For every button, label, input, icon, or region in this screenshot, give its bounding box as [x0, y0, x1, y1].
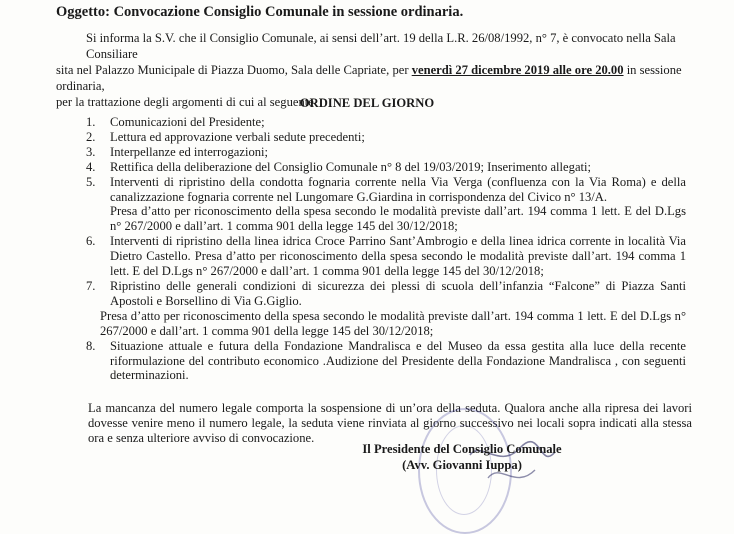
agenda-item [86, 279, 686, 339]
agenda-item-number: 4. [86, 159, 96, 174]
signature-block [352, 442, 572, 473]
signature-name: (Avv. Giovanni Iuppa) [402, 457, 522, 472]
agenda-item-text: Rettifica della deliberazione del Consiglio Comunale n° 8 del 19/03/2019; Inserimento allegati; [110, 159, 592, 174]
agenda-item-number: 6. [86, 234, 96, 249]
agenda-item-number: 2. [86, 129, 96, 144]
agenda-item-text: Presa d’atto per riconoscimento della spesa secondo le modalità previste dall’art. 194 comma 1 lett. E del D.Lgs n° 267/2000 e dall’art. 1 comma 901 della legge 145 del 30/12/2018; [110, 204, 686, 234]
agenda-item-number: 7. [86, 278, 96, 293]
agenda-item-number: 3. [86, 144, 96, 159]
agenda-item [86, 339, 686, 384]
agenda-item [86, 160, 686, 175]
agenda-title: ORDINE DEL GIORNO [299, 96, 435, 110]
agenda-item-text: Interpellanze ed interrogazioni; [110, 144, 269, 159]
agenda-item [86, 130, 686, 145]
intro-line-2 [56, 62, 724, 94]
intro-line-1: Si informa la S.V. che il Consiglio Comunale, ai sensi dell’art. 19 della L.R. 26/08/1992, n° 7, è convocato nella Sala Consiliare [86, 31, 676, 61]
agenda-item-text: Comunicazioni del Presidente; [110, 115, 265, 129]
agenda-list [86, 115, 686, 383]
closing-paragraph: La mancanza del numero legale comporta la sospensione di un’ora della seduta. Qualora anche alla ripresa dei lavori dovesse venire meno il numero legale, la seduta viene rinviata al giorno successivo nei locali sopra indicati alla stessa ora e senza ulteriore avviso di convocazione. [88, 401, 692, 445]
intro-line-3: per la trattazione degli argomenti di cui al seguente [56, 95, 314, 109]
intro-session: in sessione ordinaria, [56, 63, 682, 93]
agenda-item [86, 145, 686, 160]
agenda-item [86, 234, 686, 279]
agenda-item [86, 115, 686, 130]
signature-role: Il Presidente del Consiglio Comunale [362, 442, 562, 456]
meeting-date: venerdì 27 dicembre 2019 alle ore 20.00 [411, 63, 624, 77]
subject-line: Oggetto: Convocazione Consiglio Comunale in sessione ordinaria. [56, 4, 464, 20]
agenda-item-number: 1. [86, 115, 96, 129]
agenda-item-number: 5. [86, 174, 96, 189]
agenda-item-text: Situazione attuale e futura della Fondazione Mandralisca e del Museo da essa gestita alla luce della recente riformulazione del contributo economico .Audizione del Presidente della Fondazione Mandralisca , con seguenti determinazioni. [110, 338, 686, 383]
agenda-item-number: 8. [86, 338, 96, 353]
intro-location: sita nel Palazzo Municipale di Piazza Duomo, Sala delle Capriate, [56, 63, 390, 77]
intro-per: per [392, 63, 409, 77]
agenda-item-text: Interventi di ripristino della condotta fognaria corrente nella Via Verga (confluenza con la Via Roma) e della canalizzazione fognaria corrente nel Lungomare G.Giardina in corrispondenza del Civico n° 13/A. [110, 174, 686, 204]
agenda-item-text: Presa d’atto per riconoscimento della spesa secondo le modalità previste dall’art. 194 comma 1 lett. E del D.Lgs n° 267/2000 e dall’art. 1 comma 901 della legge 145 del 30/12/2018; [100, 308, 686, 338]
agenda-item [86, 175, 686, 235]
agenda-item-text: Lettura ed approvazione verbali sedute precedenti; [110, 129, 365, 144]
agenda-item-text: Interventi di ripristino della linea idrica Croce Parrino Sant’Ambrogio e della linea idrica corrente in località Via Dietro Castello. Presa d’atto per riconoscimento della spesa secondo le modalità previste dall’art. 194 comma 1 lett. E del D.Lgs n° 267/2000 e dall’art. 1 comma 901 della legge 145 del 30/12/2018; [110, 234, 686, 279]
agenda-item-text: Ripristino delle generali condizioni di sicurezza dei plessi di scuola dell’infanzia “Falcone” di Piazza Santi Apostoli e Borsellino di Via G.Giglio. [110, 278, 686, 308]
